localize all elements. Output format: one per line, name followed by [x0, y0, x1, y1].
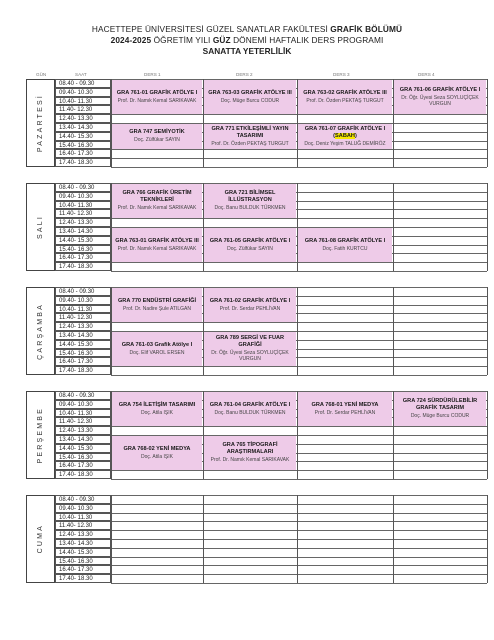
highlight-morning: SABAH	[335, 132, 355, 139]
day-label-box	[26, 287, 55, 375]
col-header-day: GÜN	[36, 72, 47, 77]
course-cell[interactable]	[204, 80, 296, 114]
course-cell[interactable]	[112, 80, 202, 114]
grid-row-line	[111, 158, 487, 159]
time-slot: 08.40 - 09.30	[55, 183, 111, 192]
day-label-box	[26, 391, 55, 479]
course-instructor: Doç. Fatih KURTCU	[322, 245, 368, 252]
grid-row-line	[111, 521, 487, 522]
grid-row-line	[111, 583, 487, 584]
course-instructor: Doç. Banu BULDUK TÜRKMEN	[214, 409, 286, 416]
day-label-box	[26, 495, 55, 583]
course-cell[interactable]	[204, 392, 296, 426]
time-slot: 09.40- 10.30	[55, 192, 111, 201]
course-title: GRA 768-01 YENİ MEDYA	[311, 401, 379, 408]
course-title: GRA 761-05 GRAFİK ATÖLYE I	[209, 237, 291, 244]
grid-row-line	[111, 539, 487, 540]
time-slot: 14.40- 15.30	[55, 340, 111, 349]
course-title: GRA 771 ETKİLEŞİMLİ YAYIN TASARIMI	[211, 125, 289, 139]
course-title: GRA 761-06 GRAFİK ATÖLYE I	[399, 86, 481, 93]
course-cell[interactable]	[112, 436, 202, 470]
course-title: GRA 763-02 GRAFİK ATÖLYE III	[303, 89, 387, 96]
day-name	[27, 496, 54, 582]
grid-row-line	[111, 262, 487, 263]
course-title: GRA 770 ENDÜSTRİ GRAFİĞİ	[117, 297, 197, 304]
grid-row-line	[111, 322, 487, 323]
course-instructor: Prof. Dr. Serdar PEHLİVAN	[219, 305, 281, 312]
day-name-text: PAZARTESİ	[37, 93, 44, 153]
time-slot: 11.40- 12.30	[55, 417, 111, 426]
course-cell[interactable]	[298, 124, 392, 149]
time-slot: 17.40- 18.30	[55, 262, 111, 271]
course-title: GRA 754 İLETİŞİM TASARIMI	[118, 401, 196, 408]
course-cell[interactable]	[112, 184, 202, 218]
time-slot: 15.40- 16.30	[55, 557, 111, 566]
course-instructor: Doç. Müge Burcu CODUR	[410, 413, 470, 420]
grid-row-line	[111, 557, 487, 558]
time-slot: 12.40- 13.30	[55, 530, 111, 539]
day-name-text: CUMA	[37, 524, 44, 554]
header-line-1: HACETTEPE ÜNİVERSİTESİ GÜZEL SANATLAR FAKÜLTESİ GRAFİK BÖLÜMÜ	[91, 24, 403, 34]
time-slot: 11.40- 12.30	[55, 105, 111, 114]
course-title: GRA 789 SERGİ VE FUAR GRAFİĞİ	[215, 335, 285, 349]
day-name	[27, 184, 54, 270]
grid-col-line	[393, 287, 394, 375]
course-title: GRA 761-08 GRAFİK ATÖLYE I	[304, 237, 386, 244]
grid-col-line	[297, 287, 298, 375]
course-instructor: Prof. Dr. Serdar PEHLİVAN	[314, 409, 376, 416]
grid-row-line	[111, 479, 487, 480]
time-slot: 12.40- 13.30	[55, 426, 111, 435]
time-slot: 16.40- 17.30	[55, 149, 111, 158]
time-slot: 09.40- 10.30	[55, 504, 111, 513]
grid-col-line	[203, 495, 204, 583]
time-slot: 10.40- 11.30	[55, 513, 111, 522]
time-slot: 09.40- 10.30	[55, 296, 111, 305]
course-title: GRA 761-03 Grafik Atölye I	[121, 341, 193, 348]
day-label-box	[26, 183, 55, 271]
course-instructor: Prof. Dr. Namık Kemal SARIKAVAK	[117, 205, 197, 212]
course-instructor: Dr. Öğr. Üyesi Seza SOYLUÇİÇEK VURGUN	[401, 94, 479, 107]
time-slot: 08.40 - 09.30	[55, 391, 111, 400]
course-cell[interactable]	[112, 332, 202, 366]
course-instructor: Doç. Elif VAROL ERSEN	[129, 349, 185, 356]
col-header-ders4: DERS 4	[418, 72, 435, 77]
time-slot: 15.40- 16.30	[55, 141, 111, 150]
course-cell[interactable]	[204, 332, 296, 366]
page-header	[0, 24, 494, 57]
course-title: GRA 724 SÜRDÜRÜLEBİLİR GRAFİK TASARIM	[402, 398, 478, 412]
course-instructor: Doç. Banu BULDUK TÜRKMEN	[214, 205, 286, 212]
time-slot: 10.40- 11.30	[55, 201, 111, 210]
time-slot: 08.40 - 09.30	[55, 287, 111, 296]
time-slot: 12.40- 13.30	[55, 114, 111, 123]
course-cell[interactable]	[204, 124, 296, 149]
course-instructor: Prof. Dr. Namık Kemal SARIKAVAK	[117, 245, 197, 252]
grid-row-line	[111, 271, 487, 272]
grid-row-line	[111, 375, 487, 376]
grid-col-line	[393, 495, 394, 583]
day-name	[27, 392, 54, 478]
grid-row-line	[111, 530, 487, 531]
grid-row-line	[111, 470, 487, 471]
course-instructor: Prof. Dr. Özden PEKTAŞ TURGUT	[306, 97, 384, 104]
grid-row-line	[111, 167, 487, 168]
grid-row-line	[111, 565, 487, 566]
grid-row-line	[111, 149, 487, 150]
time-slot: 16.40- 17.30	[55, 253, 111, 262]
time-slot: 11.40- 12.30	[55, 313, 111, 322]
grid-col-line	[487, 391, 488, 479]
time-slot: 09.40- 10.30	[55, 400, 111, 409]
time-slot: 16.40- 17.30	[55, 461, 111, 470]
course-cell[interactable]	[394, 80, 486, 114]
time-slot: 08.40 - 09.30	[55, 495, 111, 504]
grid-row-line	[111, 114, 487, 115]
col-header-ders2: DERS 2	[236, 72, 253, 77]
time-slot: 12.40- 13.30	[55, 218, 111, 227]
course-instructor: Doç. Müge Burcu CODUR	[220, 97, 280, 104]
time-slot: 15.40- 16.30	[55, 245, 111, 254]
day-name	[27, 80, 54, 166]
grid-col-line	[393, 183, 394, 271]
time-slot: 12.40- 13.30	[55, 322, 111, 331]
course-instructor: Prof. Dr. Nadire Şule ATILGAN	[123, 305, 191, 312]
course-instructor: Doç. Deniz Yeşim TALUĞ DEMİRÖZ	[304, 140, 386, 147]
time-slot: 14.40- 15.30	[55, 236, 111, 245]
course-instructor: Doç. Zülfükar SAYIN	[134, 137, 180, 144]
time-slot: 10.40- 11.30	[55, 409, 111, 418]
course-instructor: Doç. Atila IŞIK	[141, 409, 173, 416]
time-slot: 08.40 - 09.30	[55, 79, 111, 88]
time-slot: 15.40- 16.30	[55, 453, 111, 462]
header-line-3: SANATTA YETERLİLİK	[202, 46, 292, 56]
course-title-part: GRA 761-07 GRAFİK ATÖLYE I	[304, 125, 386, 132]
course-title: GRA 763-01 GRAFİK ATÖLYE III	[115, 237, 199, 244]
time-slot: 13.40- 14.30	[55, 435, 111, 444]
time-slot: 14.40- 15.30	[55, 444, 111, 453]
grid-row-line	[111, 366, 487, 367]
col-header-ders1: DERS 1	[144, 72, 161, 77]
day-name-text: PERŞEMBE	[37, 406, 44, 464]
day-name-text: ÇARŞAMBA	[37, 302, 44, 360]
course-title-part: )	[354, 132, 357, 139]
grid-row-line	[111, 218, 487, 219]
grid-row-line	[111, 426, 487, 427]
time-slot: 17.40- 18.30	[55, 158, 111, 167]
course-cell[interactable]	[112, 124, 202, 149]
course-cell[interactable]	[204, 288, 296, 322]
time-slot: 09.40- 10.30	[55, 88, 111, 97]
time-slot: 10.40- 11.30	[55, 97, 111, 106]
course-cell[interactable]	[394, 392, 486, 426]
course-title: GRA 761-01 GRAFİK ATÖLYE I	[116, 89, 198, 96]
time-slot: 14.40- 15.30	[55, 132, 111, 141]
grid-col-line	[297, 495, 298, 583]
course-title: GRA 761-04 GRAFİK ATÖLYE I	[209, 401, 291, 408]
grid-col-line	[487, 183, 488, 271]
col-header-time: SAAT	[75, 72, 87, 77]
grid-row-line	[111, 574, 487, 575]
course-instructor: Prof. Dr. Namık Kemal SARIKAVAK	[117, 97, 197, 104]
course-title: GRA 747 SEMİYOTİK	[129, 129, 185, 136]
time-slot: 16.40- 17.30	[55, 565, 111, 574]
course-cell[interactable]	[204, 184, 296, 218]
time-slot: 17.40- 18.30	[55, 470, 111, 479]
time-slot: 16.40- 17.30	[55, 357, 111, 366]
course-title: GRA 761-02 GRAFİK ATÖLYE I	[209, 297, 291, 304]
time-slot: 14.40- 15.30	[55, 548, 111, 557]
course-title: GRA 766 GRAFİK ÜRETİM TEKNİKLERİ	[122, 190, 192, 204]
course-cell[interactable]	[112, 288, 202, 322]
course-instructor: Prof. Dr. Namık Kemal SARIKAVAK	[210, 457, 290, 464]
time-slot: 10.40- 11.30	[55, 305, 111, 314]
header-line-2: 2024-2025 ÖĞRETİM YILI GÜZ DÖNEMİ HAFTALIK DERS PROGRAMI	[110, 35, 384, 45]
grid-col-line	[487, 287, 488, 375]
grid-col-line	[111, 495, 112, 583]
course-cell[interactable]	[112, 392, 202, 426]
course-instructor: Dr. Öğr. Üyesi Seza SOYLUÇİÇEK VURGUN	[211, 350, 289, 363]
course-title: GRA 721 BİLİMSEL İLLÜSTRASYON	[224, 190, 276, 204]
course-cell[interactable]	[298, 392, 392, 426]
time-slot: 13.40- 14.30	[55, 227, 111, 236]
course-cell[interactable]	[298, 80, 392, 114]
grid-row-line	[111, 513, 487, 514]
course-title	[298, 126, 392, 140]
time-slot: 15.40- 16.30	[55, 349, 111, 358]
time-slot: 17.40- 18.30	[55, 574, 111, 583]
grid-row-line	[111, 548, 487, 549]
grid-row-line	[111, 495, 487, 496]
time-slot: 11.40- 12.30	[55, 209, 111, 218]
course-cell[interactable]	[204, 436, 296, 470]
col-header-ders3: DERS 3	[333, 72, 350, 77]
grid-col-line	[487, 79, 488, 167]
time-slot: 17.40- 18.30	[55, 366, 111, 375]
time-slot: 13.40- 14.30	[55, 331, 111, 340]
day-label-box	[26, 79, 55, 167]
grid-col-line	[487, 495, 488, 583]
time-slot: 11.40- 12.30	[55, 521, 111, 530]
day-name-text: SALI	[37, 215, 44, 239]
course-instructor: Doç. Atila IŞIK	[141, 453, 173, 460]
course-cell[interactable]	[204, 228, 296, 262]
course-title: GRA 763-03 GRAFİK ATÖLYE III	[208, 89, 292, 96]
course-title: GRA 765 TİPOGRAFİ ARAŞTIRMALARI	[222, 442, 278, 456]
course-cell[interactable]	[112, 228, 202, 262]
course-cell[interactable]	[298, 228, 392, 262]
time-slot: 13.40- 14.30	[55, 539, 111, 548]
grid-row-line	[111, 504, 487, 505]
course-title: GRA 768-02 YENİ MEDYA	[123, 445, 191, 452]
course-instructor: Doç. Zülfükar SAYIN	[227, 245, 273, 252]
time-slot: 13.40- 14.30	[55, 123, 111, 132]
day-name	[27, 288, 54, 374]
course-instructor: Prof. Dr. Özden PEKTAŞ TURGUT	[211, 140, 289, 147]
